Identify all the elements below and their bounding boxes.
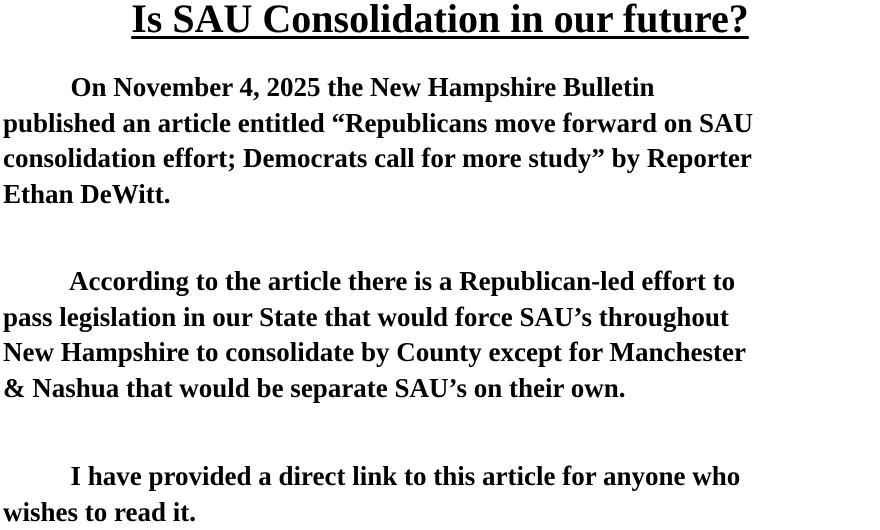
paragraph-article-summary: According to the article there is a Republican-led effort to pass legislation in our State that would force SAU’s throughout New Hampshire to consolidate by County except for Manchester & Nashua that would be separate SAU’s on their own. — [3, 266, 746, 403]
document-title — [0, 0, 880, 42]
paragraph-article-info: On November 4, 2025 the New Hampshire Bulletin published an article entitled “Republicans move forward on SAU consolidation effort; Democrats call for more study” by Reporter Ethan DeWitt. — [3, 72, 754, 209]
document-title-text: Is SAU Consolidation in our future? — [131, 0, 749, 41]
paragraph-link-note: I have provided a direct link to this article for anyone who wishes to read it. — [3, 461, 741, 527]
